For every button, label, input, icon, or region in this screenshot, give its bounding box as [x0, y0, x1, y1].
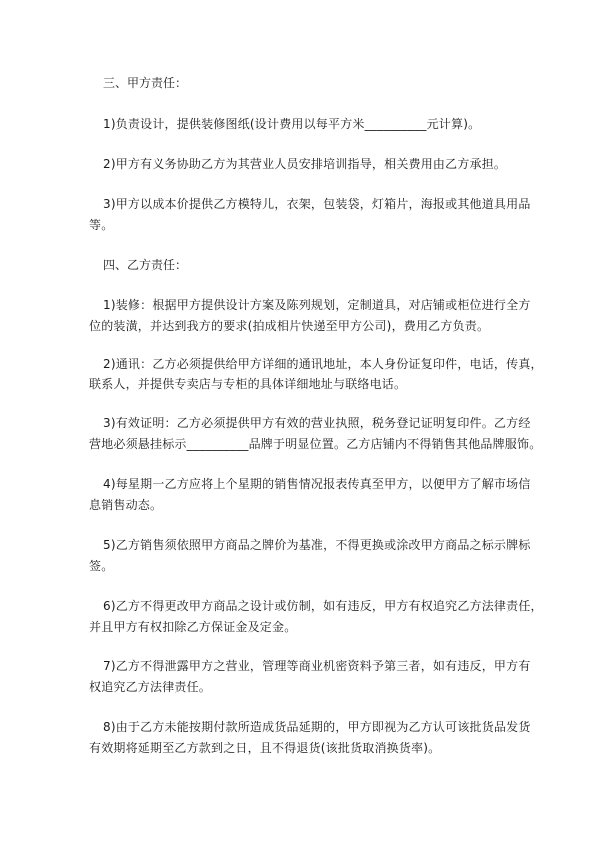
section4-item5-line1: 5)乙方销售须依照甲方商品之牌价为基准，不得更换或涂改甲方商品之标示牌标: [103, 538, 531, 552]
section4-item2-line1: 2)通讯：乙方必须提供给甲方详细的通讯地址，本人身份证复印件，电话，传真，: [103, 357, 543, 371]
section4-heading: 四、乙方责任：: [103, 258, 188, 272]
section4-item7-line1: 7)乙方不得泄露甲方之营业，管理等商业机密资料予第三者，如有违反，甲方有: [103, 659, 531, 673]
section4-item7-line2: 权追究乙方法律责任。: [89, 680, 212, 694]
section4-item8-line1: 8)由于乙方未能按期付款所造成货品延期的，甲方即视为乙方认可该批货品发货: [103, 720, 531, 734]
section4-item5-line2: 签。: [89, 559, 114, 573]
section4-item1-line1: 1)装修：根据甲方提供设计方案及陈列规划，定制道具，对店铺或柜位进行全方: [103, 298, 531, 312]
section4-item8-line2: 有效期将延期至乙方款到之日，且不得退货(该批货取消换货率)。: [89, 741, 441, 755]
section3-item1-line1: 1)负责设计，提供装修图纸(设计费用以每平方米__________元计算)。: [103, 117, 481, 131]
section3-heading: 三、甲方责任：: [103, 76, 188, 90]
section4-item3-line2: 营地必须悬挂标示__________品牌于明显位置。乙方店铺内不得销售其他品牌服饰。: [89, 437, 542, 451]
section4-item4-line1: 4)每星期一乙方应将上个星期的销售情况报表传真至甲方，以便甲方了解市场信: [103, 477, 531, 491]
section4-item6-line2: 并且甲方有权扣除乙方保证金及定金。: [89, 620, 297, 634]
section3-item3-line1: 3)甲方以成本价提供乙方模特儿，衣架，包装袋，灯箱片，海报或其他道具用品: [103, 197, 531, 211]
section4-item6-line1: 6)乙方不得更改甲方商品之设计或仿制，如有违反，甲方有权追究乙方法律责任，: [103, 599, 543, 613]
section4-item1-line2: 位的装潢，并达到我方的要求(拍成相片快递至甲方公司)，费用乙方负责。: [89, 319, 490, 333]
section4-item4-line2: 息销售动态。: [89, 498, 163, 512]
section3-item2-line1: 2)甲方有义务协助乙方为其营业人员安排培训指导，相关费用由乙方承担。: [103, 157, 507, 171]
section4-item2-line2: 联系人，并提供专卖店与专柜的具体详细地址与联络电话。: [89, 377, 407, 391]
section4-item3-line1: 3)有效证明：乙方必须提供甲方有效的营业执照，税务登记证明复印件。乙方经: [103, 416, 531, 430]
section3-item3-line2: 等。: [89, 218, 114, 232]
